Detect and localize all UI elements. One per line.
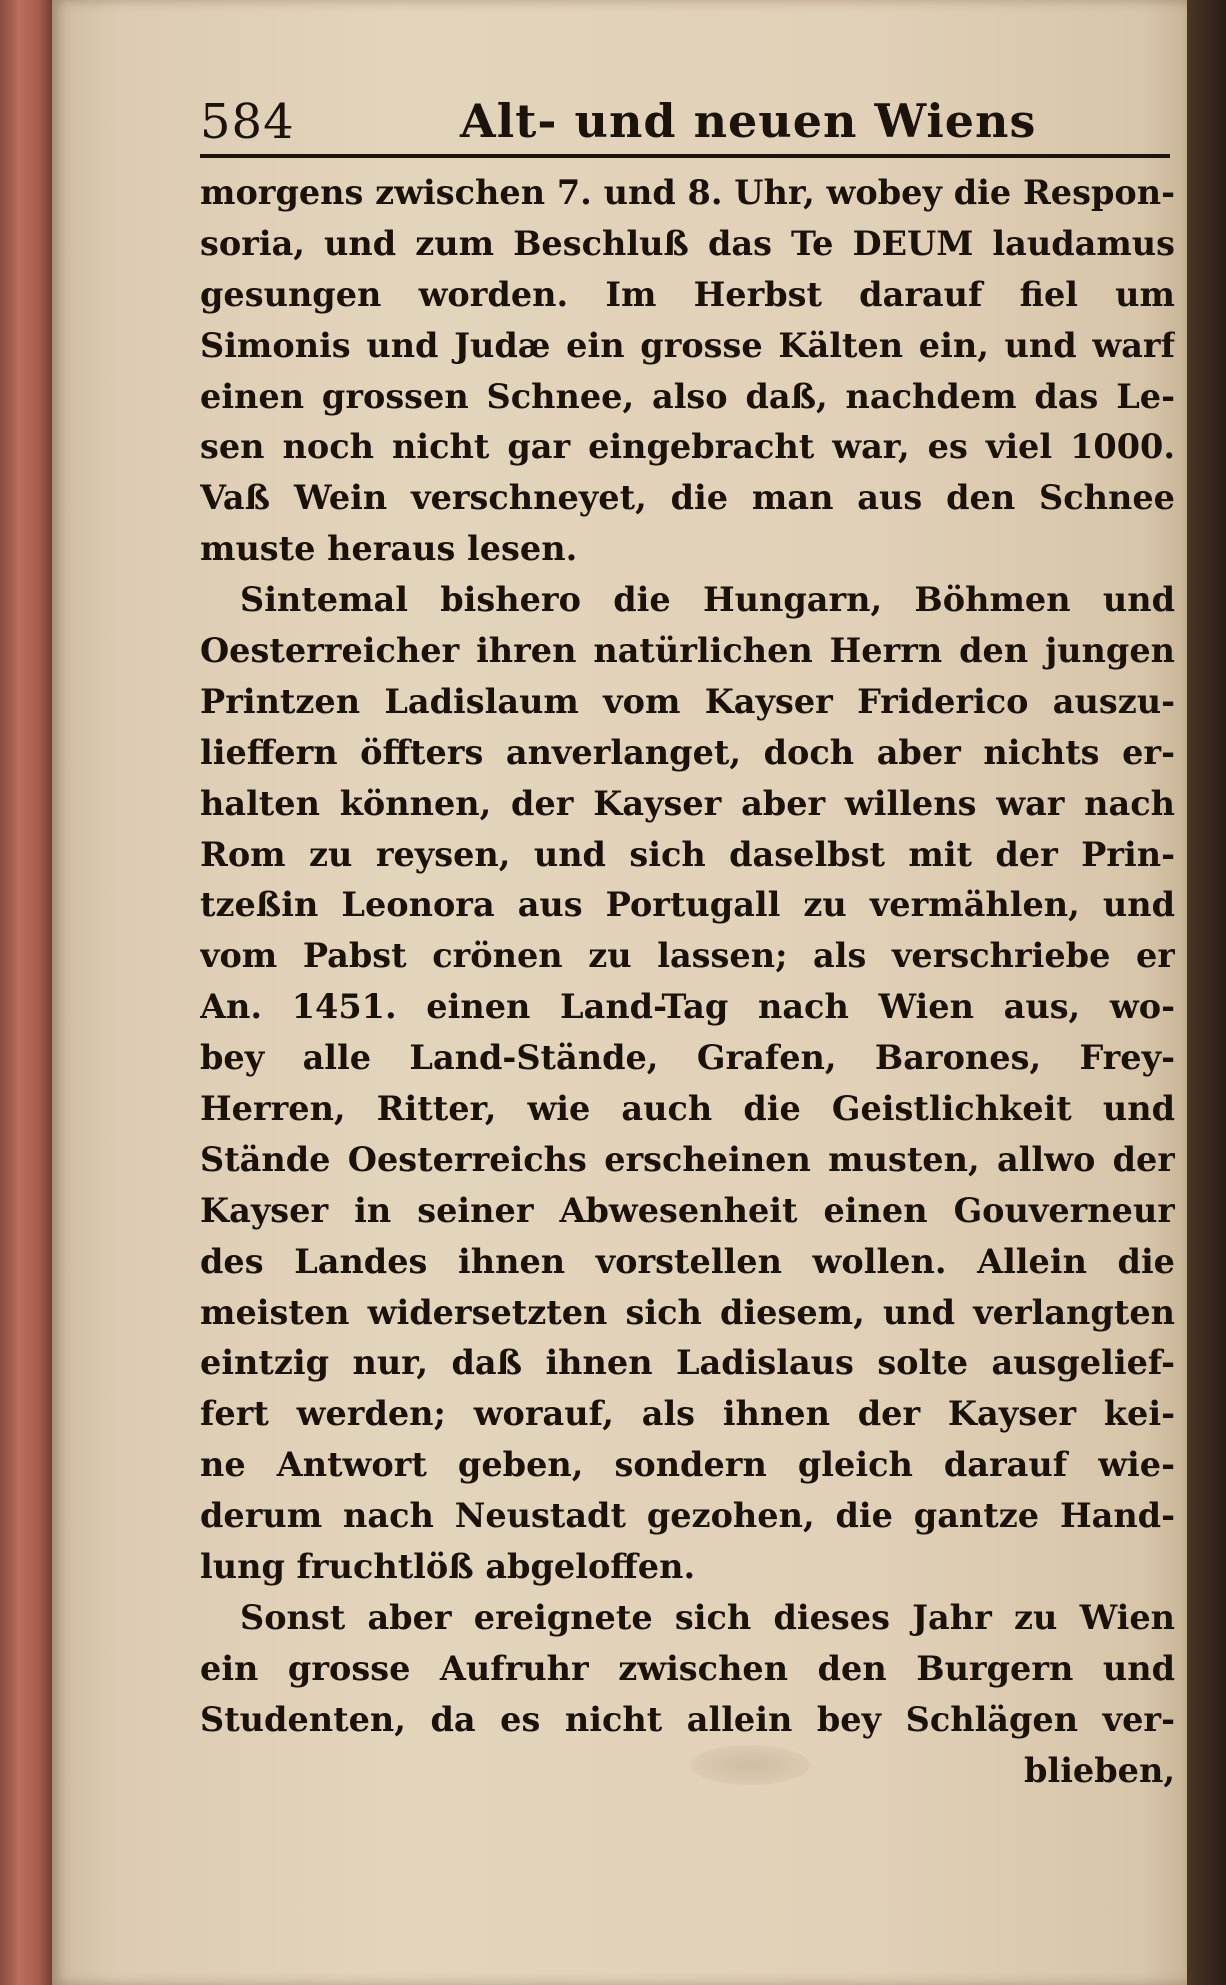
text-line: ein grosse Aufruhr zwischen den Burgern und	[200, 1648, 1175, 1688]
body-text	[200, 168, 1175, 1797]
text-line: ne Antwort geben, sondern gleich darauf wie-	[200, 1445, 1175, 1485]
text-line: derum nach Neustadt gezohen, die gantze Hand-	[200, 1496, 1175, 1536]
text-line: Herren, Ritter, wie auch die Geistlichkeit und	[200, 1089, 1175, 1129]
running-head: Alt- und neuen Wiens	[460, 94, 1037, 148]
text-line: sen noch nicht gar eingebracht war, es viel 1000.	[200, 427, 1175, 467]
text-line: Printzen Ladislaum vom Kayser Friderico auszu-	[200, 681, 1175, 721]
text-line: Vaß Wein verschneyet, die man aus den Schnee	[200, 478, 1175, 518]
text-line: morgens zwischen 7. und 8. Uhr, wobey die Respon-	[200, 173, 1175, 212]
page-header	[200, 90, 1170, 150]
text-line: eintzig nur, daß ihnen Ladislaus solte ausgelief-	[200, 1343, 1175, 1383]
text-line: Sintemal bishero die Hungarn, Böhmen und	[240, 580, 1175, 620]
scan-background-right	[1187, 0, 1226, 1985]
page-number: 584	[200, 94, 295, 150]
text-line: muste heraus lesen.	[200, 529, 578, 569]
text-line: einen grossen Schnee, also daß, nachdem das Le-	[200, 376, 1175, 416]
text-line: Oesterreicher ihren natürlichen Herrn den jungen	[200, 631, 1175, 671]
text-line: meisten widersetzten sich diesem, und verlangten	[200, 1292, 1175, 1332]
catchword: blieben,	[1024, 1750, 1175, 1790]
text-line: soria, und zum Beschluß das Te DEUM laudamus	[200, 223, 1175, 263]
text-line: Studenten, da es nicht allein bey Schlägen ver-	[200, 1699, 1175, 1739]
text-line: Simonis und Judæ ein grosse Kälten ein, und warf	[200, 325, 1175, 365]
text-line: An. 1451. einen Land-Tag nach Wien aus, wo-	[200, 987, 1175, 1027]
text-line: lung fruchtlöß abgeloffen.	[200, 1547, 696, 1587]
text-line: fert werden; worauf, als ihnen der Kayser kei-	[200, 1394, 1175, 1434]
text-line: Sonst aber ereignete sich dieses Jahr zu Wien	[240, 1597, 1175, 1637]
ink-bleed-mark	[690, 1745, 810, 1785]
text-line: vom Pabst crönen zu lassen; als verschriebe er	[200, 936, 1175, 976]
text-line: gesungen worden. Im Herbst darauf fiel um	[200, 274, 1175, 314]
text-line: Stände Oesterreichs erscheinen musten, allwo der	[200, 1139, 1175, 1179]
book-page-edge	[0, 0, 54, 1985]
text-line: halten können, der Kayser aber willens war nach	[200, 783, 1175, 823]
header-rule	[200, 154, 1170, 158]
text-line: Rom zu reysen, und sich daselbst mit der Prin-	[200, 834, 1175, 874]
text-line: lieffern öffters anverlanget, doch aber nichts er-	[200, 732, 1175, 772]
text-line: Kayser in seiner Abwesenheit einen Gouverneur	[200, 1190, 1175, 1230]
text-line: bey alle Land-Stände, Grafen, Barones, Frey-	[200, 1038, 1175, 1078]
text-line: des Landes ihnen vorstellen wollen. Allein die	[200, 1241, 1175, 1281]
text-line: tzeßin Leonora aus Portugall zu vermählen, und	[200, 885, 1175, 925]
